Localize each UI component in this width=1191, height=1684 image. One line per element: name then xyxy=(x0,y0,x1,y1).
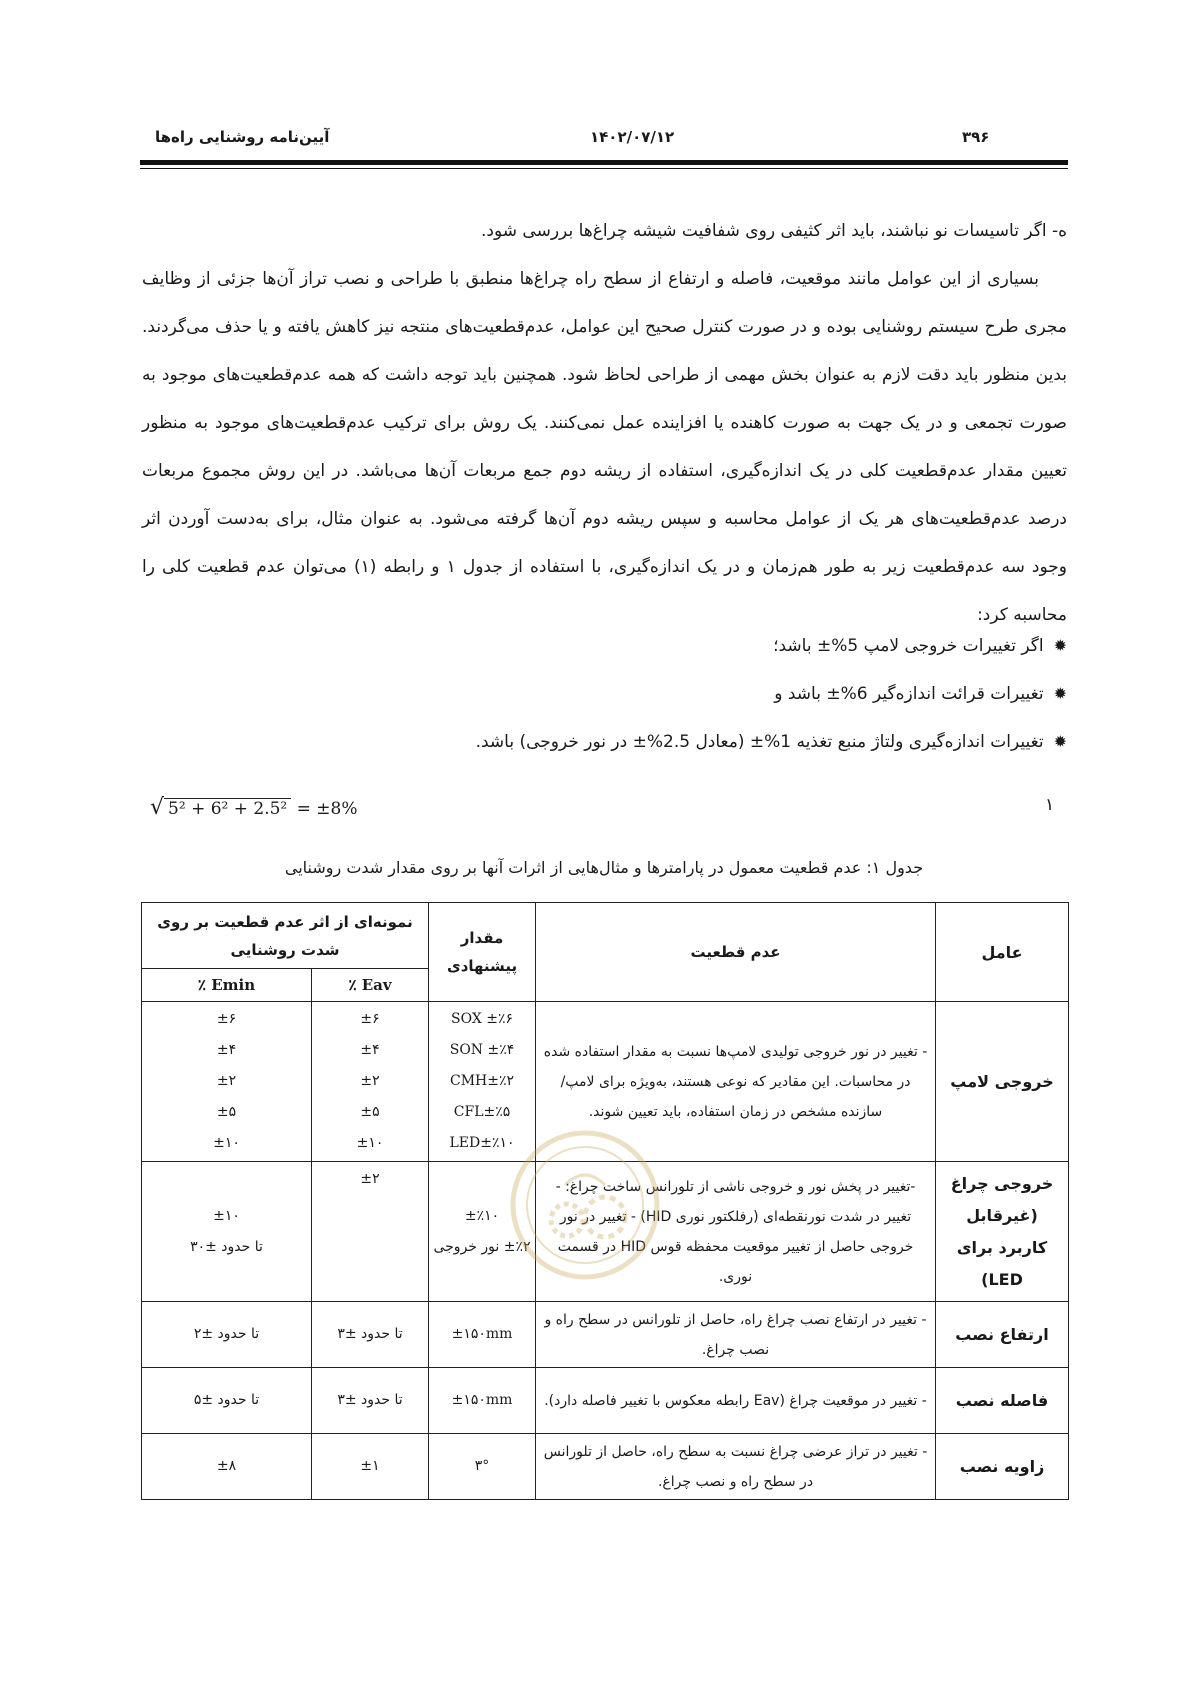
bullet-list xyxy=(142,622,1067,766)
document-date: ۱۴۰۲/۰۷/۱۲ xyxy=(590,128,675,146)
header-eav: Eav ٪ xyxy=(312,969,429,1002)
row-factor: خروجی چراغ (غیرقابل کاربرد برای LED) xyxy=(936,1162,1069,1302)
row-suggested: ۳° xyxy=(429,1434,536,1500)
header-suggested: مقدار پیشنهادی xyxy=(429,903,536,1002)
header-rule-thick xyxy=(140,160,1068,165)
row-uncertainty: - تغییر در ارتفاع نصب چراغ راه، حاصل از تلورانس در سطح راه و نصب چراغ. xyxy=(536,1302,936,1368)
header-emin: Emin ٪ xyxy=(142,969,312,1002)
paragraph-2: بسیاری از این عوامل مانند موقعیت، فاصله و ارتفاع از سطح راه چراغ‌ها منطبق با طراحی و نصب تراز آن‌ها جزئی از وظایف مجری طرح سیستم روشنایی بوده و در صورت کنترل صحیح این عوامل، عدم‌قطعیت‌های منتجه نیز کاهش یافته و یا حذف می‌گردند. بدین منظور باید دقت لازم به عنوان بخش مهمی از طراحی لحاظ شود. همچنین باید توجه داشت که همه عدم‌قطعیت‌های موجود به صورت تجمعی و در یک جهت به صورت کاهنده یا افزاینده عمل نمی‌کنند. یک روش برای ترکیب عدم‌قطعیت‌های موجود به منظور تعیین مقدار عدم‌قطعیت کلی در یک اندازه‌گیری، استفاده از ریشه دوم جمع مربعات آن‌ها می‌باشد. در این روش مجموع مربعات درصد عدم‌قطعیت‌های هر یک از عوامل محاسبه و سپس ریشه دوم آن‌ها گرفته می‌شود. به عنوان مثال، برای به‌دست آوردن اثر وجود سه عدم‌قطعیت زیر به طور هم‌زمان و در یک اندازه‌گیری، با استفاده از جدول ۱ و رابطه (۱) می‌توان عدم قطعیت کلی را محاسبه کرد: xyxy=(142,269,1067,625)
row-eav: ±۱ xyxy=(312,1434,429,1500)
row-eav: ±۲ xyxy=(312,1162,429,1302)
row-uncertainty: - تغییر در تراز عرضی چراغ نسبت به سطح راه، حاصل از تلورانس در سطح راه و نصب چراغ. xyxy=(536,1434,936,1500)
bullet-item: ✹ تغییرات قرائت اندازه‌گیر 6%± باشد و xyxy=(142,670,1067,718)
bullet-item: ✹ اگر تغییرات خروجی لامپ 5%± باشد؛ xyxy=(142,622,1067,670)
header-factor: عامل xyxy=(936,903,1069,1002)
row-suggested: ±٪۱۰ ±٪۲ نور خروجی xyxy=(429,1162,536,1302)
row-suggested: ±۱۵۰mm xyxy=(429,1302,536,1368)
row-factor: ارتفاع نصب xyxy=(936,1302,1069,1368)
row-emin: ±۶ ±۴ ±۲ ±۵ ±۱۰ xyxy=(142,1002,312,1162)
table-row xyxy=(142,1368,1069,1434)
row-suggested: ±۱۵۰mm xyxy=(429,1368,536,1434)
row-emin: تا حدود ±۵ xyxy=(142,1368,312,1434)
row-factor: فاصله نصب xyxy=(936,1368,1069,1434)
equation-number: ۱ xyxy=(1045,795,1055,815)
row-emin: تا حدود ±۲ xyxy=(142,1302,312,1368)
table-row xyxy=(142,1434,1069,1500)
watermark-seal-icon xyxy=(505,1125,665,1285)
header-example: نمونه‌ای از اثر عدم قطعیت بر روی شدت روشنایی xyxy=(142,903,429,969)
page-number: ۳۹۶ xyxy=(962,128,990,146)
table-caption: جدول ۱: عدم قطعیت معمول در پارامترها و مثال‌هایی از اثرات آنها بر روی مقدار شدت روشنایی xyxy=(284,858,924,877)
row-uncertainty: -تغییر در پخش نور و خروجی ناشی از تلورانس ساخت چراغ: - تغییر در شدت نورنقطه‌ای (رفلکتور نوری HID) - تغییر در نور خروجی حاصل از تغییر موقعیت محفظه قوس HID در قسمت نوری. xyxy=(536,1162,936,1302)
header-rule-thin xyxy=(140,168,1068,169)
table-row xyxy=(142,1302,1069,1368)
formula-radicand: 5² + 6² + 2.5² xyxy=(164,798,291,819)
paragraph-1: ه- اگر تاسیسات نو نباشند، باید اثر کثیفی روی شفافیت شیشه چراغ‌ها بررسی شود. xyxy=(481,221,1067,241)
row-eav: ±۶ ±۴ ±۲ ±۵ ±۱۰ xyxy=(312,1002,429,1162)
sunburst-bullet-icon: ✹ xyxy=(1053,732,1067,751)
row-emin: ±۸ xyxy=(142,1434,312,1500)
row-eav: تا حدود ±۳ xyxy=(312,1302,429,1368)
row-uncertainty: - تغییر در موقعیت چراغ (Eav رابطه معکوس با تغییر فاصله دارد). xyxy=(536,1368,936,1434)
formula-result: = ±8% xyxy=(296,799,358,819)
document-title: آیین‌نامه روشنایی راه‌ها xyxy=(155,128,330,146)
row-uncertainty: - تغییر در نور خروجی تولیدی لامپ‌ها نسبت به مقدار استفاده شده در محاسبات. این مقادیر که نوعی هستند، به‌ویژه برای لامپ/سازنده مشخص در زمان استفاده، باید تعیین شوند. xyxy=(536,1002,936,1162)
sunburst-bullet-icon: ✹ xyxy=(1053,684,1067,703)
row-emin: ±۱۰ تا حدود ±۳۰ xyxy=(142,1162,312,1302)
formula-expression xyxy=(150,795,358,820)
sunburst-bullet-icon: ✹ xyxy=(1053,636,1067,655)
row-suggested: SOX ±٪۶ SON ±٪۴ CMH±٪۲ CFL±٪۵ LED±٪۱۰ xyxy=(429,1002,536,1162)
bullet-item: ✹ تغییرات اندازه‌گیری ولتاژ منبع تغذیه 1%± (معادل 2.5%± در نور خروجی) باشد. xyxy=(142,718,1067,766)
header-uncertainty: عدم قطعیت xyxy=(536,903,936,1002)
row-eav: تا حدود ±۳ xyxy=(312,1368,429,1434)
row-factor: خروجی لامپ xyxy=(936,1002,1069,1162)
row-factor: زاویه نصب xyxy=(936,1434,1069,1500)
sqrt-symbol: √ xyxy=(150,795,165,820)
